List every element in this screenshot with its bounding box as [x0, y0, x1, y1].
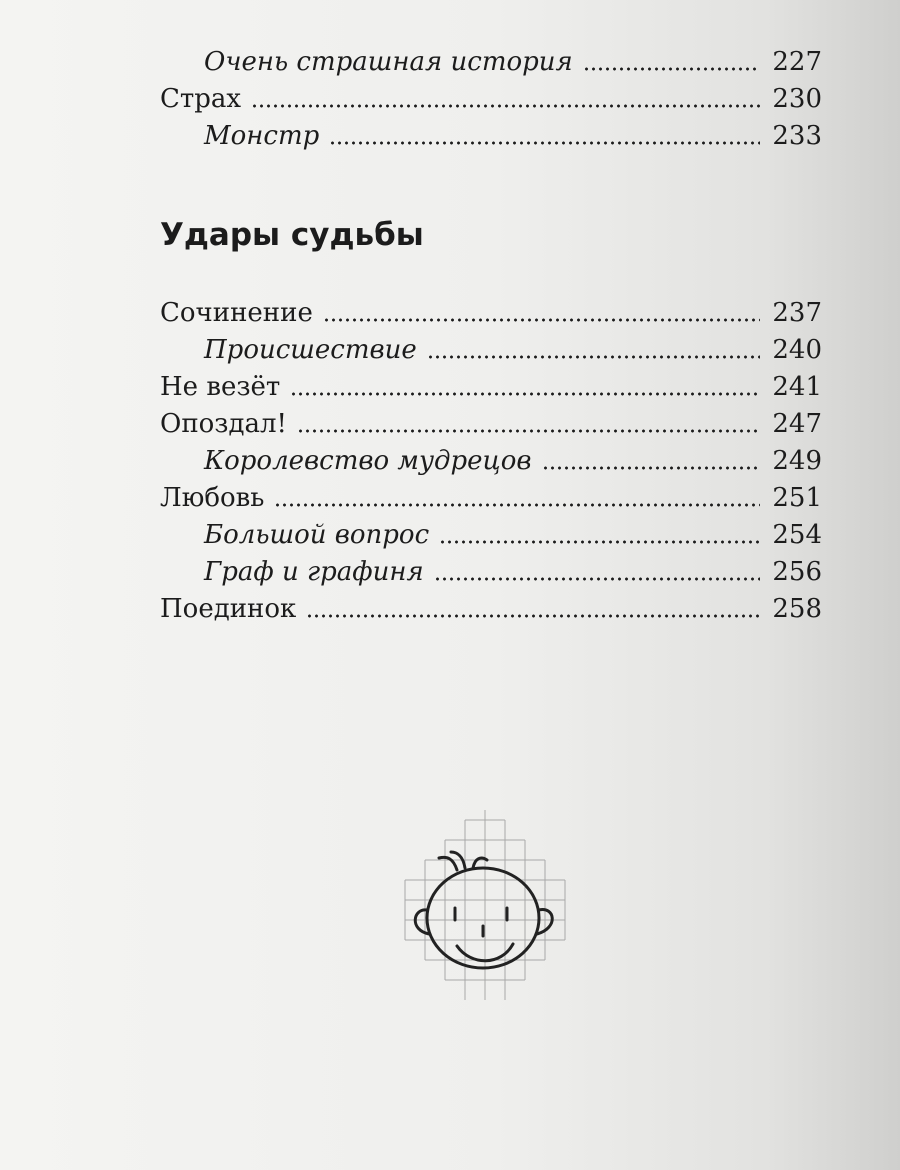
toc-entry: [160, 480, 822, 517]
toc-entry-title: Граф и графиня: [204, 557, 424, 587]
toc-entry: [160, 591, 822, 628]
face-drawing: [415, 852, 552, 968]
toc-entry-page: 237: [772, 298, 822, 328]
toc-entry: [160, 295, 822, 332]
toc-entry-title: Не везёт: [160, 372, 281, 402]
toc-entry-title: Поединок: [160, 594, 297, 624]
dot-leader: [274, 503, 760, 507]
dot-leader: [434, 577, 760, 581]
dot-leader: [427, 355, 760, 359]
toc-entry-page: 251: [772, 483, 822, 513]
dot-leader: [542, 466, 761, 470]
toc-entry-page: 249: [772, 446, 822, 476]
section-heading: Удары судьбы: [160, 217, 424, 253]
toc-entry-title: Очень страшная история: [204, 47, 573, 77]
dot-leader: [439, 540, 760, 544]
toc-entry-title: Страх: [160, 84, 242, 114]
toc-entry: [160, 517, 822, 554]
toc-entry-page: 258: [772, 594, 822, 624]
toc-entry: [160, 44, 822, 81]
dot-leader: [583, 67, 760, 71]
toc-entry-title: Опоздал!: [160, 409, 287, 439]
table-of-contents: [160, 44, 822, 628]
toc-entry: [160, 443, 822, 480]
dot-leader: [306, 614, 760, 618]
toc-entry-title: Монстр: [204, 121, 320, 151]
toc-entry-title: Сочинение: [160, 298, 313, 328]
toc-entry-page: 240: [772, 335, 822, 365]
dot-leader: [329, 141, 760, 145]
dot-leader: [290, 392, 760, 396]
toc-entry: [160, 81, 822, 118]
toc-entry-title: Любовь: [160, 483, 265, 513]
toc-entry-page: 230: [772, 84, 822, 114]
toc-entry-page: 247: [772, 409, 822, 439]
toc-entry-title: Королевство мудрецов: [204, 446, 532, 476]
dot-leader: [251, 104, 760, 108]
toc-entry: [160, 118, 822, 155]
toc-entry: [160, 554, 822, 591]
toc-entry-page: 254: [772, 520, 822, 550]
toc-entry-title: Происшествие: [204, 335, 417, 365]
smiley-face-grid-illustration: [395, 800, 575, 1000]
toc-entry: [160, 406, 822, 443]
toc-entry-page: 241: [772, 372, 822, 402]
dot-leader: [297, 429, 760, 433]
toc-entry-page: 256: [772, 557, 822, 587]
toc-entry-page: 233: [772, 121, 822, 151]
toc-entry: [160, 369, 822, 406]
toc-entry: [160, 332, 822, 369]
toc-entry-page: 227: [772, 47, 822, 77]
dot-leader: [323, 318, 760, 322]
toc-entry-title: Большой вопрос: [204, 520, 430, 550]
